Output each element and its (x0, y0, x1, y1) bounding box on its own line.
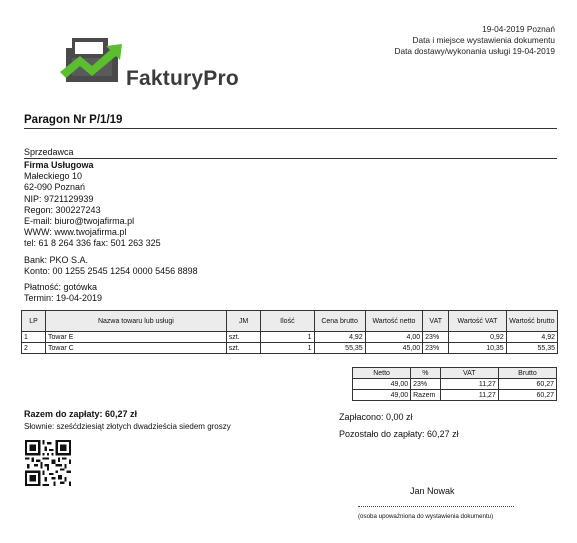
cell-gross-price: 55,35 (314, 343, 365, 354)
cell-vat-value: 10,35 (449, 343, 506, 354)
seller-nip: NIP: 9721129939 (24, 193, 94, 204)
seller-name: Firma Usługowa (24, 160, 94, 170)
vat-cell-net: 49,00 (353, 390, 411, 401)
delivery-date: Data dostawy/wykonania usługi 19-04-2019 (394, 46, 555, 56)
amount-paid: Zapłacono: 0,00 zł (339, 412, 413, 422)
cell-unit: szt. (226, 332, 260, 343)
cell-vat: 23% (423, 332, 449, 343)
vat-header-gross: Brutto (498, 368, 556, 379)
cell-gross-value: 4,92 (506, 332, 557, 343)
header-unit: JM (226, 311, 260, 332)
seller-street: Małeckiego 10 (24, 171, 83, 182)
signatory-name: Jan Nowak (410, 486, 455, 496)
header-name: Nazwa towaru lub usługi (46, 311, 227, 332)
cell-vat: 23% (423, 343, 449, 354)
vat-cell-gross: 60,27 (498, 379, 556, 390)
logo-text: FakturyPro (126, 67, 239, 90)
header-vat-value: Wartość VAT (449, 311, 506, 332)
cell-qty: 1 (261, 343, 314, 354)
cell-gross-price: 4,92 (314, 332, 365, 343)
header-vat: VAT (423, 311, 449, 332)
vat-header-net: Netto (353, 368, 411, 379)
table-row (353, 379, 557, 390)
vat-cell-vat: 11,27 (440, 390, 498, 401)
total-due: Razem do zapłaty: 60,27 zł (24, 409, 138, 419)
amount-remaining: Pozostało do zapłaty: 60,27 zł (339, 429, 459, 439)
vat-summary-table (352, 367, 557, 401)
vat-cell-rate: 23% (411, 379, 441, 390)
seller-bank: Bank: PKO S.A. (24, 254, 89, 265)
header-gross-price: Cena brutto (314, 311, 365, 332)
cell-vat-value: 0,92 (449, 332, 506, 343)
document-title: Paragon Nr P/1/19 (24, 114, 123, 126)
vat-header-vat: VAT (440, 368, 498, 379)
seller-regon: Regon: 300227243 (24, 204, 101, 215)
total-in-words: Słownie: sześćdziesiąt złotych dwadzieścia siedem groszy (24, 422, 231, 431)
issue-date-place: 19-04-2019 Poznań (482, 24, 555, 34)
header-qty: Ilość (261, 311, 314, 332)
cell-name: Towar C (46, 343, 227, 354)
table-row (353, 390, 557, 401)
cell-name: Towar E (46, 332, 227, 343)
cell-net-value: 4,00 (365, 332, 422, 343)
cell-lp: 2 (22, 343, 46, 354)
cell-qty: 1 (261, 332, 314, 343)
header-net-value: Wartość netto (365, 311, 422, 332)
items-table-header (22, 311, 558, 332)
payment-status (339, 409, 459, 443)
seller-divider (24, 158, 557, 159)
table-row (22, 343, 558, 354)
seller-email: E-mail: biuro@twojafirma.pl (24, 216, 135, 227)
seller-account: Konto: 00 1255 2545 1254 0000 5456 8898 (24, 265, 198, 276)
header-gross-value: Wartość brutto (506, 311, 557, 332)
cell-net-value: 45,00 (365, 343, 422, 354)
payment-summary (24, 409, 231, 431)
vat-cell-rate: Razem (411, 390, 441, 401)
seller-city: 62-090 Poznań (24, 182, 86, 193)
vat-table-header (353, 368, 557, 379)
payment-method: Płatność: gotówka (24, 282, 98, 293)
seller-section-label: Sprzedawca (24, 147, 74, 157)
document-header-info (394, 24, 555, 57)
table-row (22, 332, 558, 343)
signature-caption: (osoba upoważniona do wystawienia dokumentu) (358, 513, 494, 520)
cell-gross-value: 55,35 (506, 343, 557, 354)
cell-lp: 1 (22, 332, 46, 343)
seller-phone: tel: 61 8 264 336 fax: 501 263 325 (24, 238, 161, 249)
cell-unit: szt. (226, 343, 260, 354)
vat-header-rate: % (411, 368, 441, 379)
vat-cell-gross: 60,27 (498, 390, 556, 401)
qr-code-icon (25, 440, 71, 486)
title-divider (24, 128, 557, 129)
seller-block (24, 160, 198, 304)
issue-date-place-label: Data i miejsce wystawienia dokumentu (412, 35, 555, 45)
header-lp: LP (22, 311, 46, 332)
items-table (21, 310, 558, 354)
signature-line (358, 506, 514, 507)
payment-term: Termin: 19-04-2019 (24, 293, 103, 304)
vat-cell-net: 49,00 (353, 379, 411, 390)
seller-www: WWW: www.twojafirma.pl (24, 227, 127, 238)
vat-cell-vat: 11,27 (440, 379, 498, 390)
